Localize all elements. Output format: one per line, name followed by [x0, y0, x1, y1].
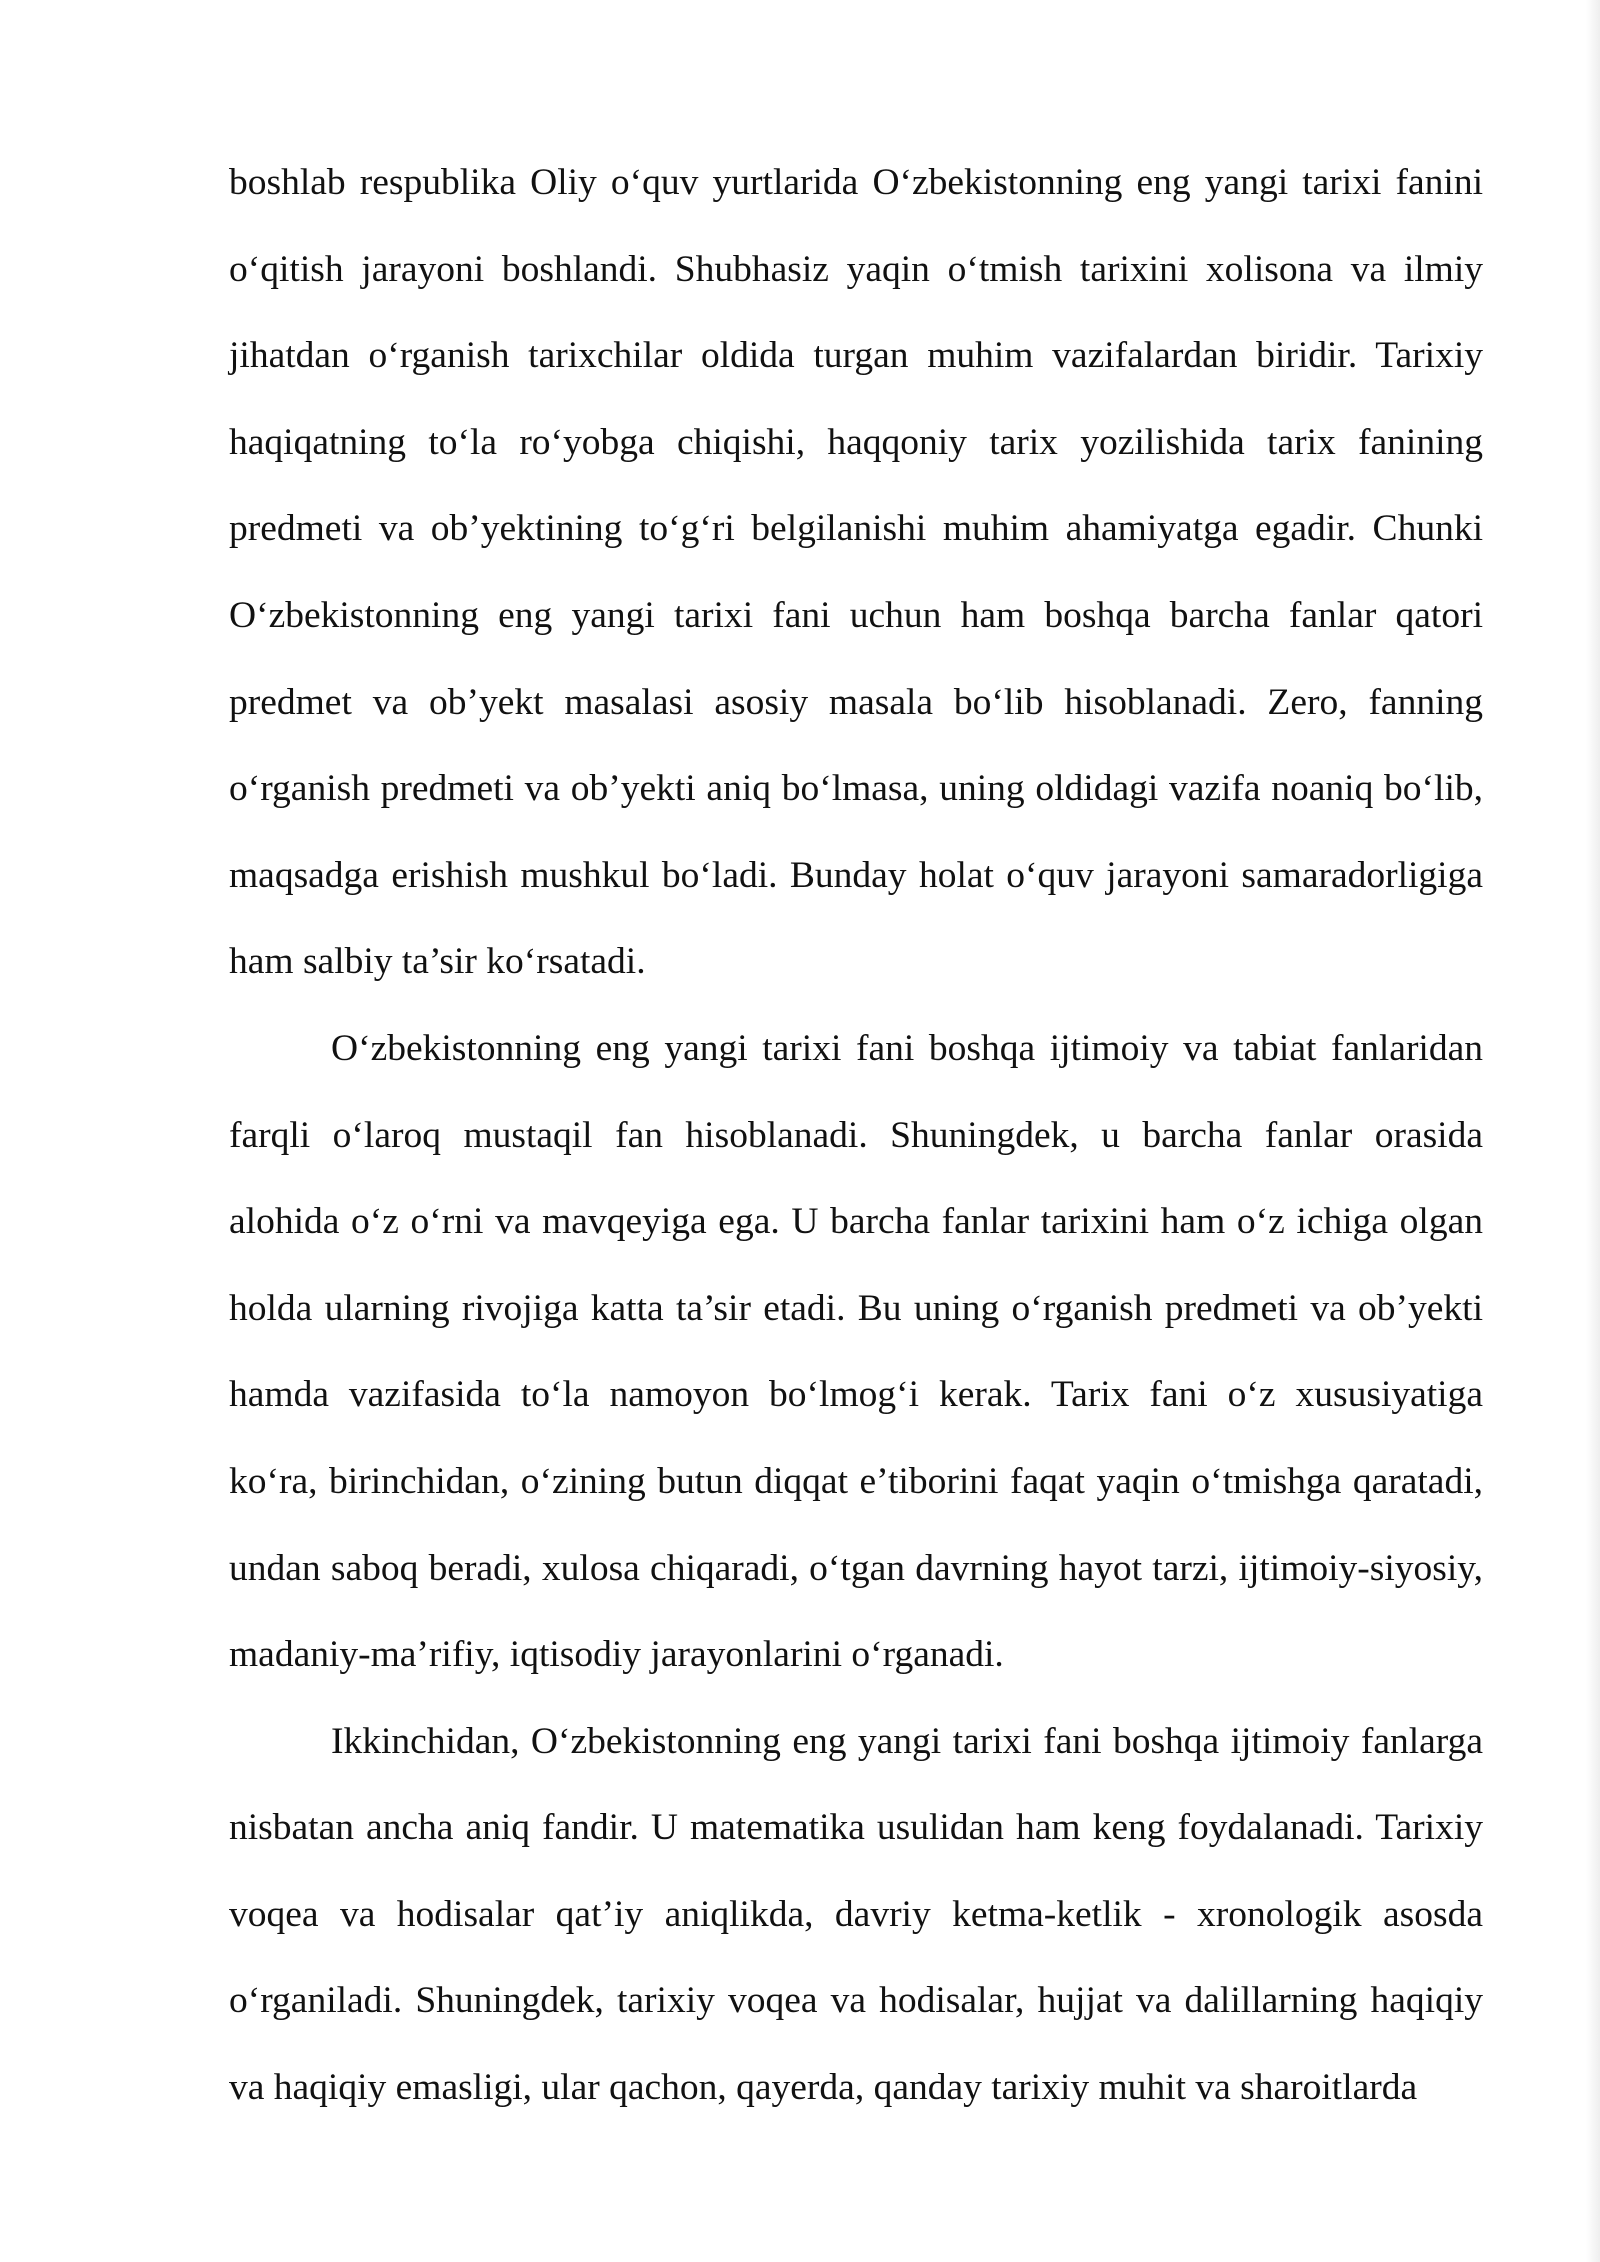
paragraph-2: O‘zbekistonning eng yangi tarixi fani boshqa ijtimoiy va tabiat fanlaridan farqli o‘laroq mustaqil fan hisoblanadi. Shuningdek, u barcha fanlar orasida alohida o‘z o‘rni va mavqeyiga ega. U barcha fanlar tarixini ham o‘z ichiga olgan holda ularning rivojiga katta ta’sir etadi. Bu uning o‘rganish predmeti va ob’yekti hamda vazifasida to‘la namoyon bo‘lmog‘i kerak. Tarix fani o‘z xususiyatiga ko‘ra, birinchidan, o‘zining butun diqqat e’tiborini faqat yaqin o‘tmishga qaratadi, undan saboq beradi, xulosa chiqaradi, o‘tgan davrning hayot tarzi, ijtimoiy-siyosiy, madaniy-ma’rifiy, iqtisodiy jarayonlarini o‘rganadi. — [229, 1027, 1483, 1676]
body-text — [229, 140, 1483, 2132]
paragraph-1: boshlab respublika Oliy o‘quv yurtlarida O‘zbekistonning eng yangi tarixi fanini o‘qitish jarayoni boshlandi. Shubhasiz yaqin o‘tmish tarixini xolisona va ilmiy jihatdan o‘rganish tarixchilar oldida turgan muhim vazifalardan biridir. Tarixiy haqiqatning to‘la ro‘yobga chiqishi, haqqoniy tarix yozilishida tarix fanining predmeti va ob’yektining to‘g‘ri belgilanishi muhim ahamiyatga egadir. Chunki O‘zbekistonning eng yangi tarixi fani uchun ham boshqa barcha fanlar qatori predmet va ob’yekt masalasi asosiy masala bo‘lib hisoblanadi. Zero, fanning o‘rganish predmeti va ob’yekti aniq bo‘lmasa, uning oldidagi vazifa noaniq bo‘lib, maqsadga erishish mushkul bo‘ladi. Bunday holat o‘quv jarayoni samaradorligiga ham salbiy ta’sir ko‘rsatadi. — [229, 162, 1483, 983]
paragraph-3: Ikkinchidan, O‘zbekistonning eng yangi tarixi fani boshqa ijtimoiy fanlarga nisbatan ancha aniq fandir. U matematika usulidan ham keng foydalanadi. Tarixiy voqea va hodisalar qat’iy aniqlikda, davriy ketma-ketlik - xronologik asosda o‘rganiladi. Shuningdek, tarixiy voqea va hodisalar, hujjat va dalillarning haqiqiy va haqiqiy emasligi, ular qachon, qayerda, qanday tarixiy muhit va sharoitlarda — [229, 1720, 1483, 2109]
page-edge-shadow — [1586, 0, 1600, 2262]
